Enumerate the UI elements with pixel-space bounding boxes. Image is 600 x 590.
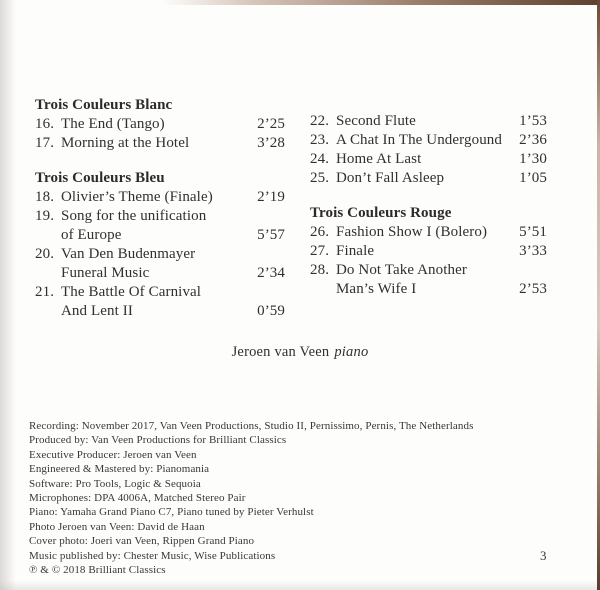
track-title: of Europe: [61, 227, 122, 243]
track-title: Song for the unification: [61, 208, 207, 224]
track-row: [35, 134, 285, 153]
track-title: Don’t Fall Asleep: [336, 170, 445, 186]
track-title: Morning at the Hotel: [61, 135, 190, 151]
track-number: 19.: [35, 208, 55, 224]
credit-line: Cover photo: Joeri van Veen, Rippen Grand Piano: [29, 535, 255, 548]
track-time: 2’36: [519, 132, 547, 148]
track-row: [35, 302, 285, 321]
credit-line: ℗ & © 2018 Brilliant Classics: [29, 564, 166, 577]
section-spacer: [310, 188, 547, 204]
credits: [29, 419, 569, 577]
track-time: 1’30: [519, 151, 547, 167]
credit-line: Microphones: DPA 4006A, Matched Stereo Pair: [29, 492, 246, 505]
track-time: 2’25: [257, 116, 285, 132]
track-title: Man’s Wife I: [336, 281, 417, 297]
section-heading: Trois Couleurs Rouge: [310, 205, 452, 221]
performer-name: Jeroen van Veen: [231, 344, 330, 360]
track-time: 2’19: [257, 189, 285, 205]
performer-line: [0, 344, 600, 361]
track-time: 1’05: [519, 170, 547, 186]
track-row: [310, 150, 547, 169]
track-number: 27.: [310, 243, 330, 259]
track-row: [310, 131, 547, 150]
track-number: 16.: [35, 116, 55, 132]
credit-line: Engineered & Mastered by: Pianomania: [29, 463, 210, 476]
track-row: [35, 188, 285, 207]
track-title: Fashion Show I (Bolero): [336, 224, 488, 240]
scan-edge-left: [0, 0, 16, 590]
credit-line: Piano: Yamaha Grand Piano C7, Piano tuned by Pieter Verhulst: [29, 506, 314, 519]
page-number: 3: [540, 548, 547, 563]
track-time: 2’34: [257, 265, 285, 281]
track-number: 24.: [310, 151, 330, 167]
track-row: [310, 242, 547, 261]
track-number: 26.: [310, 224, 330, 240]
scan-edge-bottom: [0, 580, 600, 590]
track-title: Olivier’s Theme (Finale): [61, 189, 213, 205]
track-time: 0’59: [257, 303, 285, 319]
track-row: [310, 169, 547, 188]
track-row: [35, 245, 285, 264]
credit-line: Recording: November 2017, Van Veen Productions, Studio II, Pernissimo, Pernis, The Netherlands: [29, 420, 474, 432]
track-row: [310, 112, 547, 131]
section-heading: Trois Couleurs Blanc: [35, 97, 173, 113]
track-time: 3’28: [257, 135, 285, 151]
track-time: 3’33: [519, 243, 547, 259]
track-number: 22.: [310, 113, 330, 129]
track-number: 17.: [35, 135, 55, 151]
track-number: 20.: [35, 246, 55, 262]
track-time: 5’57: [257, 227, 285, 243]
tracklist-left-column: [35, 96, 285, 321]
track-title: The End (Tango): [61, 116, 165, 132]
track-number: 18.: [35, 189, 55, 205]
credit-line: Executive Producer: Jeroen van Veen: [29, 448, 197, 461]
scan-edge-top: [0, 0, 600, 5]
track-time: 2’53: [519, 281, 547, 297]
track-title: Do Not Take Another: [336, 262, 467, 278]
track-number: 25.: [310, 170, 330, 186]
track-time: 5’51: [519, 224, 547, 240]
tracklist-right-column: [310, 96, 547, 299]
section-spacer: [310, 96, 547, 112]
track-title: Finale: [336, 243, 375, 259]
track-number: 28.: [310, 262, 330, 278]
track-title: A Chat In The Undergound: [336, 132, 502, 148]
track-row: [310, 223, 547, 242]
track-number: 21.: [35, 284, 55, 300]
track-title: Van Den Budenmayer: [61, 246, 196, 262]
track-row: [35, 283, 285, 302]
section-spacer: [35, 153, 285, 169]
track-row: [310, 280, 547, 299]
track-title: Second Flute: [336, 113, 416, 129]
track-row: [35, 264, 285, 283]
track-title: And Lent II: [61, 303, 133, 319]
track-time: 1’53: [519, 113, 547, 129]
performer-instrument: piano: [334, 344, 369, 360]
credit-line: Photo Jeroen van Veen: David de Haan: [29, 520, 205, 533]
credit-line: Music published by: Chester Music, Wise Publications: [29, 549, 276, 562]
track-row: [310, 261, 547, 280]
section-heading: Trois Couleurs Bleu: [35, 170, 165, 186]
track-row: [35, 207, 285, 226]
track-row: [35, 226, 285, 245]
credit-line: Software: Pro Tools, Logic & Sequoia: [29, 477, 201, 490]
track-title: Funeral Music: [61, 265, 150, 281]
credit-line: Produced by: Van Veen Productions for Brilliant Classics: [29, 434, 287, 447]
track-title: The Battle Of Carnival: [61, 284, 202, 300]
track-title: Home At Last: [336, 151, 422, 167]
track-row: [35, 115, 285, 134]
track-number: 23.: [310, 132, 330, 148]
